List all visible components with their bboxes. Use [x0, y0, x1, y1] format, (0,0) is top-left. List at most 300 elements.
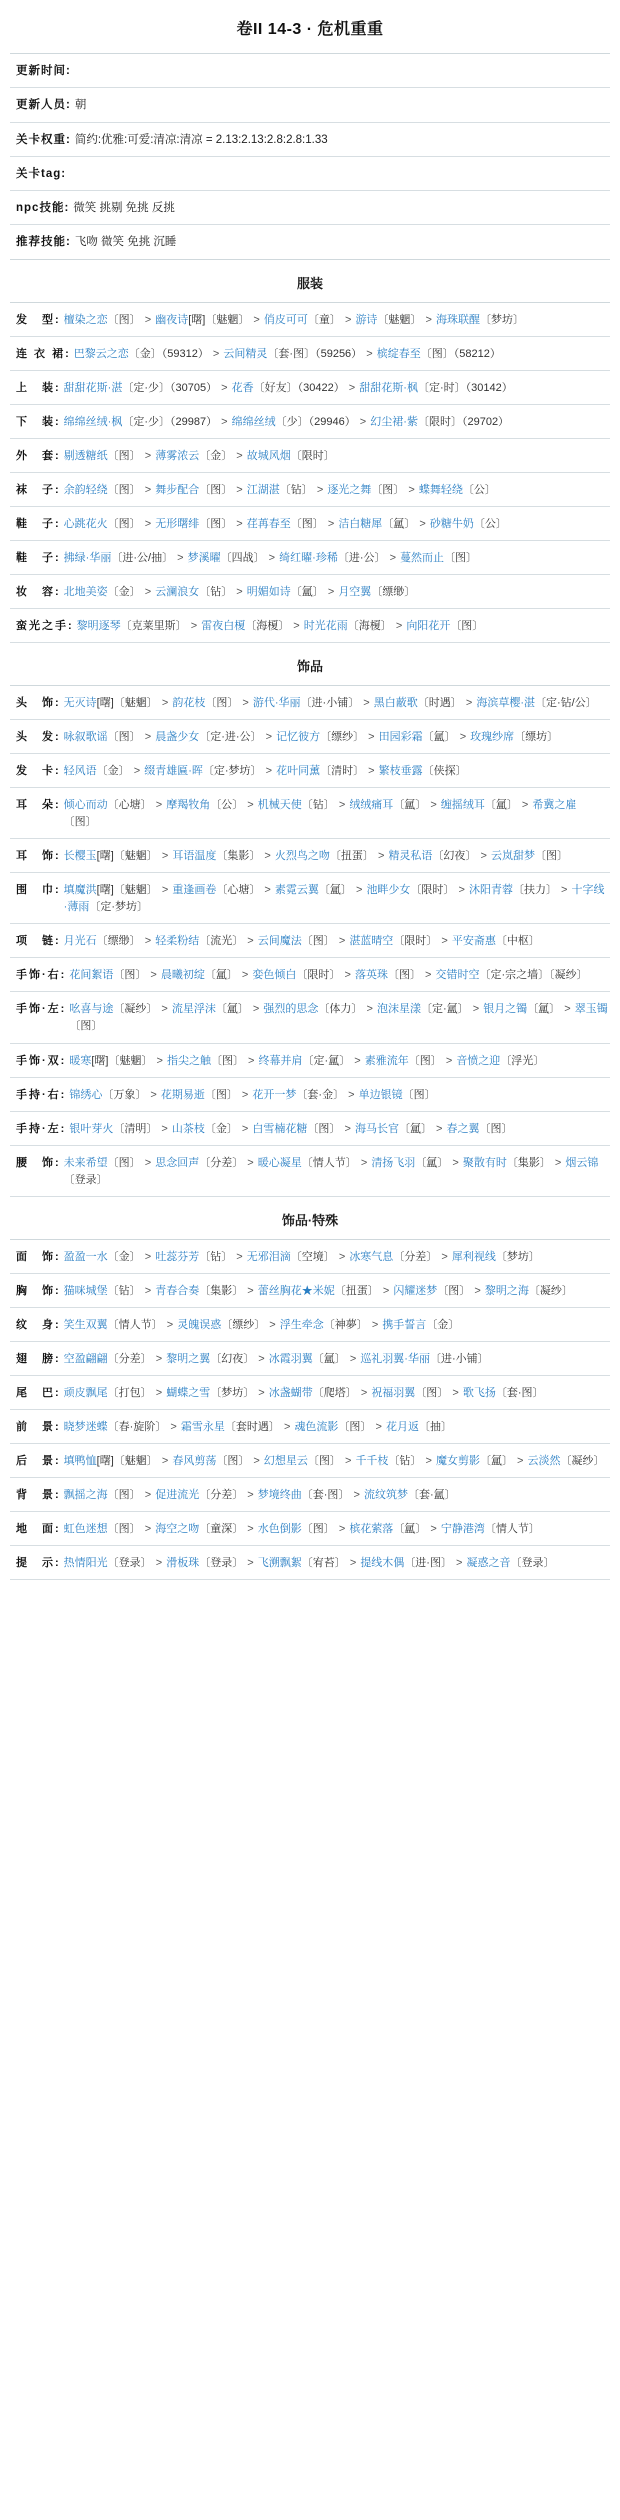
item-source-tag: 〔套·金〕 — [296, 1088, 345, 1101]
item-link[interactable]: 蝴蝶之雪 — [166, 1386, 211, 1399]
item-link[interactable]: 翠玉镯 — [574, 1003, 608, 1016]
divider — [10, 1196, 610, 1197]
chain-separator: > — [335, 799, 349, 812]
item-link[interactable]: 单边银镜 — [358, 1088, 403, 1101]
item-row-value — [64, 882, 608, 916]
item-link[interactable]: 明媚如诗 — [246, 585, 291, 598]
item-row-label: 围 巾: — [16, 884, 61, 897]
meta-label: 更新时间: — [16, 65, 71, 77]
item-link[interactable]: 湛蓝晴空 — [349, 935, 394, 948]
item-link[interactable]: 吐蕊芬芳 — [155, 1250, 200, 1263]
item-source-tag: 〔钻〕 — [199, 585, 233, 598]
item-link[interactable]: 黎明逐琴 — [76, 619, 121, 632]
item-link[interactable]: 晓梦迷蝶 — [63, 1421, 108, 1433]
item-link[interactable]: 携手誓言 — [382, 1318, 427, 1331]
item-source-tag: 〔限时〕（29702） — [417, 415, 510, 428]
item-link[interactable]: 精灵私语 — [388, 850, 433, 863]
item-link[interactable]: 晨盏少女 — [155, 731, 200, 744]
item-link[interactable]: 记忆彼方 — [276, 731, 321, 744]
item-source-tag: 〔定·氲〕 — [420, 1003, 469, 1016]
item-source-tag: 〔图〕 — [479, 1122, 513, 1135]
item-row-value — [64, 1487, 608, 1504]
item-link[interactable]: 无灭诗 — [63, 696, 97, 709]
item-link[interactable]: 游诗 — [355, 313, 378, 326]
item-link[interactable]: 北地美姿 — [63, 585, 108, 598]
item-link[interactable]: 海珠联醒 — [435, 313, 480, 326]
meta-row — [10, 197, 610, 220]
item-link[interactable]: 素霓云翼 — [274, 884, 319, 897]
item-row-value — [64, 414, 608, 431]
item-row — [10, 1382, 610, 1405]
item-link[interactable]: 魔女剪影 — [435, 1455, 480, 1468]
divider — [10, 1273, 610, 1274]
meta-row — [10, 129, 610, 152]
item-link[interactable]: 火烈鸟之吻 — [274, 850, 330, 863]
item-row-value — [64, 1317, 608, 1334]
item-source-tag: 〔钻〕 — [388, 1455, 422, 1468]
item-link[interactable]: 云间精灵 — [223, 347, 268, 360]
chain-separator: > — [244, 1284, 257, 1297]
item-link[interactable]: 烟云锦 — [565, 1156, 599, 1169]
item-row-value — [64, 1351, 608, 1368]
item-link[interactable]: 未来希望 — [63, 1156, 108, 1169]
item-link[interactable]: 宁静港湾 — [440, 1523, 485, 1536]
chain-separator: > — [341, 1455, 355, 1468]
item-row — [10, 343, 610, 366]
item-link[interactable]: 幻想星云 — [263, 1455, 308, 1468]
item-link[interactable]: 白雪楠花糖 — [252, 1122, 308, 1135]
item-link[interactable]: 音愤之迎 — [456, 1054, 501, 1067]
item-link[interactable]: 泡沫星漾 — [376, 1003, 421, 1016]
divider — [10, 1341, 610, 1342]
item-row-label: 上 装: — [16, 381, 61, 394]
chain-separator: > — [147, 1088, 160, 1101]
item-row — [10, 845, 610, 868]
item-link[interactable]: 落英珠 — [354, 969, 388, 982]
item-row — [10, 1050, 610, 1073]
item-link[interactable]: 素雅流年 — [364, 1054, 409, 1067]
item-source-tag: [曙]〔魅魍〕 — [96, 850, 158, 863]
divider — [10, 1307, 610, 1308]
item-source-tag: 〔图〕 — [301, 935, 335, 948]
item-link[interactable]: 绒绒痛耳 — [349, 799, 394, 812]
divider — [10, 608, 610, 609]
item-link[interactable]: 飞溯飘絮 — [257, 1557, 302, 1570]
chain-separator: > — [244, 1156, 257, 1169]
item-link[interactable]: 热情阳光 — [63, 1557, 108, 1570]
item-link[interactable]: 巡礼羽翼·华丽 — [360, 1352, 430, 1365]
chain-separator: > — [324, 517, 338, 530]
item-source-tag: 〔钻〕 — [279, 483, 313, 496]
chain-separator: > — [261, 850, 274, 863]
item-link[interactable]: 清扬飞羽 — [371, 1156, 416, 1169]
chain-separator: > — [374, 850, 388, 863]
item-link[interactable]: 雷夜白榎 — [201, 619, 246, 632]
item-link[interactable]: 云岚甜梦 — [490, 850, 535, 863]
item-link[interactable]: 月光石 — [63, 935, 97, 948]
meta-row — [10, 60, 610, 83]
item-link[interactable]: 飘摇之海 — [63, 1489, 108, 1502]
item-source-tag: [曙]〔魅魍〕 — [96, 696, 158, 709]
item-link[interactable]: 犀利视线 — [451, 1250, 496, 1263]
divider — [10, 1545, 610, 1546]
item-link[interactable]: 逐光之舞 — [327, 483, 372, 496]
divider — [10, 1375, 610, 1376]
item-link[interactable]: 填魔洪 — [63, 884, 97, 897]
item-row-value — [64, 763, 608, 780]
item-row — [10, 964, 610, 987]
divider — [10, 1409, 610, 1410]
item-source-tag: 〔套·图〕 — [495, 1386, 544, 1399]
chain-separator: > — [372, 1421, 385, 1433]
chain-separator: > — [147, 969, 160, 982]
item-row — [10, 1152, 610, 1192]
item-link[interactable]: 水色倒影 — [257, 1523, 302, 1536]
item-link[interactable]: 花开一梦 — [252, 1088, 297, 1101]
item-link[interactable]: 顽皮飘尾 — [63, 1386, 108, 1399]
item-row-label: 耳 朵: — [16, 799, 61, 812]
item-link[interactable]: 花间絮语 — [69, 969, 114, 982]
item-source-tag: 〔浮光〕 — [500, 1054, 545, 1067]
item-source-tag: 〔金〕 — [199, 449, 233, 462]
item-source-tag: 〔图〕 — [371, 483, 405, 496]
item-link[interactable]: 繁枝垂露 — [378, 765, 423, 778]
item-source-tag: 〔氲〕 — [415, 1156, 449, 1169]
item-link[interactable]: 聚散有时 — [462, 1156, 507, 1169]
chain-separator: > — [557, 884, 571, 897]
item-link[interactable]: 娈色倾白 — [252, 969, 297, 982]
chain-separator: > — [379, 1284, 393, 1297]
item-source-tag: 〔打包〕 — [107, 1386, 152, 1399]
item-source-tag: 〔抽〕 — [418, 1421, 452, 1433]
item-link[interactable]: 云澜浪女 — [155, 585, 200, 598]
item-link[interactable]: 黑白蔽歌 — [373, 696, 418, 709]
item-link[interactable]: 绵绵丝绒 — [231, 415, 276, 428]
item-link[interactable]: 心跳花火 — [63, 517, 108, 530]
item-row-value — [64, 584, 608, 601]
meta-row — [10, 231, 610, 254]
item-link[interactable]: 轻风语 — [63, 765, 97, 778]
item-source-tag: 〔图〕 — [534, 850, 568, 863]
chain-separator: > — [357, 1386, 371, 1399]
item-link[interactable]: 春之翼 — [446, 1122, 480, 1135]
chain-separator: > — [421, 969, 435, 982]
item-link[interactable]: 银月之镯 — [483, 1003, 528, 1016]
item-source-tag: 〔四战〕 — [220, 551, 265, 564]
item-link[interactable]: 黎明之海 — [484, 1284, 529, 1297]
item-link[interactable]: 拂绿·华丽 — [63, 551, 112, 564]
section-heading: 服装 — [296, 275, 323, 291]
item-link[interactable]: 幻尘裙·紫 — [370, 415, 418, 428]
item-link[interactable]: 凝惑之音 — [466, 1557, 511, 1570]
item-link[interactable]: 猫咪城堡 — [63, 1284, 108, 1297]
item-link[interactable]: 梦溪曜 — [187, 551, 221, 564]
item-link[interactable]: 交错时空 — [435, 969, 480, 982]
chain-separator: > — [233, 1250, 246, 1263]
item-link[interactable]: 缀青雄匾·晖 — [144, 765, 203, 778]
item-row-value — [64, 695, 608, 712]
item-source-tag: 〔图〕 — [387, 969, 421, 982]
item-source-tag: 〔图〕 — [211, 1054, 244, 1067]
item-link[interactable]: 闪耀迷梦 — [393, 1284, 438, 1297]
item-source-tag: 〔氲〕 — [393, 799, 427, 812]
item-link[interactable]: 冰寒气息 — [349, 1250, 394, 1263]
chain-separator: > — [356, 415, 370, 428]
item-source-tag: 〔氲〕 — [527, 1003, 561, 1016]
item-link[interactable]: 锦绣心 — [69, 1088, 103, 1101]
item-link[interactable]: 海滨草樱·湛 — [476, 696, 535, 709]
item-link[interactable]: 向阳花开 — [406, 619, 451, 632]
divider — [10, 1579, 610, 1580]
item-link[interactable]: 绮红曜·珍稀 — [279, 551, 338, 564]
item-source-tag: 〔图〕 — [204, 1088, 238, 1101]
chain-separator: > — [250, 313, 263, 326]
divider — [10, 991, 610, 992]
item-link[interactable]: 霜雪永星 — [180, 1421, 225, 1433]
item-link[interactable]: 青春合奏 — [155, 1284, 200, 1297]
item-source-tag: 〔体力〕 — [318, 1003, 363, 1016]
divider — [10, 156, 610, 157]
item-link[interactable]: 沐阳青蓉 — [468, 884, 513, 897]
item-row-label: 手饰·右: — [16, 969, 67, 982]
item-link[interactable]: 韵花枝 — [172, 696, 206, 709]
chain-separator: > — [345, 381, 359, 394]
item-source-tag: 〔缥坊〕 — [514, 731, 559, 744]
meta-value: 飞吻 微笑 免挑 沉睡 — [74, 236, 177, 249]
item-row-label: 头 发: — [16, 731, 61, 744]
item-link[interactable]: 槟花萦落 — [349, 1523, 394, 1536]
item-link[interactable]: 暖寒 — [69, 1054, 92, 1067]
chain-separator: > — [141, 1284, 155, 1297]
item-link[interactable]: 轻柔粉结 — [155, 935, 200, 948]
item-link[interactable]: 歌飞扬 — [462, 1386, 496, 1399]
item-link[interactable]: 蝶舞轻绕 — [418, 483, 463, 496]
item-link[interactable]: 薄雾浓云 — [155, 449, 200, 462]
item-row-value — [69, 1121, 608, 1138]
chain-separator: > — [141, 313, 155, 326]
item-link[interactable]: 花月返 — [385, 1421, 419, 1433]
item-link[interactable]: 绵绵丝绒·枫 — [63, 415, 123, 428]
item-source-tag: 〔克莱里斯〕 — [120, 619, 187, 632]
item-source-tag: 〔金〕（59312） — [128, 347, 209, 360]
item-link[interactable]: 玫瑰纱席 — [470, 731, 515, 744]
chain-separator: > — [262, 765, 276, 778]
item-link[interactable]: 指尖之触 — [167, 1054, 211, 1067]
item-row — [10, 1416, 610, 1439]
divider — [10, 1239, 610, 1240]
chain-separator: > — [442, 1054, 456, 1067]
item-link[interactable]: 花香 — [231, 381, 254, 394]
item-link[interactable]: 魂色流影 — [294, 1421, 339, 1433]
item-link[interactable]: 云间魔法 — [257, 935, 302, 948]
item-source-tag: 〔图〕 — [437, 1284, 471, 1297]
item-source-tag: 〔氲〕 — [382, 517, 416, 530]
item-source-tag: [曙]〔魅魍〕 — [96, 1455, 158, 1468]
item-link[interactable]: 冰霞羽翼 — [268, 1352, 313, 1365]
chain-separator: > — [427, 1523, 440, 1536]
item-row — [10, 581, 610, 604]
item-link[interactable]: 俏皮可可 — [263, 313, 308, 326]
item-link[interactable]: 剔透糖纸 — [63, 449, 108, 462]
item-source-tag: 〔图〕 — [113, 969, 147, 982]
item-source-tag: 〔海榎〕 — [245, 619, 290, 632]
item-link[interactable]: 海马长官 — [354, 1122, 399, 1135]
item-source-tag: 〔分差〕 — [199, 1156, 244, 1169]
item-link[interactable]: 笑生双翼 — [63, 1318, 108, 1331]
item-link[interactable]: 海空之吻 — [155, 1523, 200, 1536]
chain-separator: > — [335, 1523, 349, 1536]
item-link[interactable]: 银叶芽火 — [69, 1122, 114, 1135]
item-link[interactable]: 十字线·薄雨 — [63, 884, 605, 914]
item-link[interactable]: 幽夜诗 — [155, 313, 189, 326]
item-link[interactable]: 浮生牵念 — [279, 1318, 324, 1331]
item-row — [10, 1518, 610, 1541]
item-link[interactable]: 余韵轻绕 — [63, 483, 108, 496]
chain-separator: > — [249, 1003, 263, 1016]
item-link[interactable]: 倾心而动 — [63, 799, 108, 812]
item-link[interactable]: 重逢画卷 — [172, 884, 217, 897]
item-link[interactable]: 盈盈一水 — [63, 1250, 108, 1263]
chain-separator: > — [218, 415, 231, 428]
item-source-tag: 〔氲〕 — [318, 884, 352, 897]
item-source-tag: 〔套·图〕（59256） — [267, 347, 363, 360]
meta-value: 简约:优雅:可爱:清凉:清凉 = 2.13:2.13:2.8:2.8:1.33 — [74, 133, 328, 146]
item-source-tag: 〔凝纱〕 — [560, 1455, 605, 1468]
chain-separator: > — [471, 1284, 484, 1297]
item-source-tag: 〔定·进·公〕 — [199, 731, 262, 744]
item-link[interactable]: 机械天使 — [257, 799, 302, 812]
chain-separator: > — [262, 731, 276, 744]
section-heading: 饰品 — [296, 658, 323, 674]
item-link[interactable]: 咏叙歌谣 — [63, 731, 108, 744]
item-link[interactable]: 思念回声 — [155, 1156, 200, 1169]
item-row — [10, 309, 610, 332]
item-source-tag: 〔图〕（58212） — [420, 347, 501, 360]
chain-separator: > — [233, 517, 246, 530]
item-link[interactable]: 故城风烟 — [246, 449, 291, 462]
item-link[interactable]: 砂糖牛奶 — [429, 517, 474, 530]
item-row-label: 发 卡: — [16, 765, 61, 778]
item-link[interactable]: 促进流光 — [155, 1489, 200, 1502]
item-link[interactable]: 甜甜花斯·枫 — [359, 381, 418, 394]
item-link[interactable]: 晨曦初绽 — [160, 969, 205, 982]
item-row-value — [64, 1521, 608, 1538]
item-link[interactable]: 荏苒春至 — [246, 517, 291, 530]
item-source-tag: 〔氲〕 — [393, 1523, 427, 1536]
item-link[interactable]: 千千枝 — [355, 1455, 389, 1468]
chain-separator: > — [158, 850, 172, 863]
chain-separator: > — [244, 1523, 257, 1536]
divider — [10, 472, 610, 473]
item-source-tag: 〔侠探〕 — [422, 765, 467, 778]
item-link[interactable]: 春风剪荡 — [172, 1455, 217, 1468]
item-link[interactable]: 梦境终曲 — [257, 1489, 302, 1502]
item-link[interactable]: 蕾丝胸花★米妮 — [257, 1284, 335, 1297]
item-source-tag: 〔情人节〕 — [484, 1523, 540, 1536]
item-link[interactable]: 滑板珠 — [166, 1557, 200, 1570]
divider — [10, 574, 610, 575]
item-link[interactable]: 山茶枝 — [171, 1122, 205, 1135]
item-source-tag: 〔神夢〕 — [323, 1318, 368, 1331]
item-link[interactable]: 月空翼 — [338, 585, 372, 598]
chain-separator: > — [561, 1003, 574, 1016]
item-link[interactable]: 黎明之翼 — [166, 1352, 211, 1365]
chain-separator: > — [513, 1455, 527, 1468]
item-link[interactable]: 时光花雨 — [303, 619, 348, 632]
item-source-tag: 〔幻夜〕 — [432, 850, 477, 863]
item-link[interactable]: 祝福羽翼 — [371, 1386, 416, 1399]
item-link[interactable]: 无邪泪滴 — [246, 1250, 291, 1263]
item-link[interactable]: 檀染之恋 — [63, 313, 108, 326]
item-link[interactable]: 流星浮沫 — [171, 1003, 216, 1016]
item-source-tag: 〔金〕 — [96, 765, 130, 778]
item-link[interactable]: 终幕并肩 — [258, 1054, 303, 1067]
meta-block — [10, 60, 610, 255]
item-link[interactable]: 游代·华丽 — [252, 696, 301, 709]
item-link[interactable]: 巴黎云之恋 — [73, 347, 129, 360]
item-source-tag: 〔氲〕 — [484, 799, 518, 812]
item-link[interactable]: 长樱玉 — [63, 850, 97, 863]
item-link[interactable]: 摩羯牧角 — [166, 799, 211, 812]
item-link[interactable]: 池畔少女 — [366, 884, 411, 897]
item-link[interactable]: 江湖湛 — [246, 483, 280, 496]
divider — [10, 787, 610, 788]
chain-separator: > — [152, 1386, 166, 1399]
item-row — [10, 1280, 610, 1303]
item-link[interactable]: 无形曙绯 — [155, 517, 200, 530]
item-source-tag: 〔进·小铺〕 — [429, 1352, 489, 1365]
item-link[interactable]: 花期易逝 — [160, 1088, 205, 1101]
item-link[interactable]: 虹色迷想 — [63, 1523, 108, 1536]
item-link[interactable]: 缠摇绒耳 — [440, 799, 485, 812]
item-link[interactable]: 希冀之雇 — [532, 799, 577, 812]
chain-separator: > — [238, 969, 252, 982]
meta-value: 朝 — [74, 99, 87, 112]
item-link[interactable]: 空盈翩翩 — [63, 1352, 108, 1365]
item-link[interactable]: 槟绽春至 — [376, 347, 421, 360]
item-link[interactable]: 填鸭恤 — [63, 1455, 97, 1468]
chain-separator: > — [324, 585, 338, 598]
item-link[interactable]: 云淡然 — [527, 1455, 561, 1468]
divider — [10, 719, 610, 720]
item-row-value — [64, 312, 608, 329]
item-source-tag: 〔分差〕 — [107, 1352, 152, 1365]
item-link[interactable]: 提线木偶 — [360, 1557, 405, 1570]
item-link[interactable]: 田园彩霜 — [378, 731, 423, 744]
item-link[interactable]: 强烈的思念 — [263, 1003, 319, 1016]
meta-value: 微笑 挑剔 免挑 反挑 — [73, 202, 175, 214]
item-link[interactable]: 耳语温度 — [172, 850, 217, 863]
divider — [10, 404, 610, 405]
item-link[interactable]: 吆喜与途 — [69, 1003, 114, 1016]
item-link[interactable]: 平安斋惠 — [451, 935, 496, 948]
item-link[interactable]: 甜甜花斯·湛 — [63, 381, 123, 394]
chain-separator: > — [363, 1003, 376, 1016]
chain-separator: > — [238, 1088, 252, 1101]
item-source-tag: 〔图〕 — [69, 1020, 103, 1033]
item-link[interactable]: 灵魄误惑 — [177, 1318, 222, 1331]
item-row-label: 腰 饰: — [16, 1156, 61, 1169]
item-link[interactable]: 蔓然而止 — [400, 551, 445, 564]
item-link[interactable]: 花叶同薰 — [276, 765, 321, 778]
item-link[interactable]: 舞步配合 — [155, 483, 200, 496]
item-source-tag: 〔魅魍〕 — [377, 313, 422, 326]
item-link[interactable]: 冰盏蝴带 — [268, 1386, 313, 1399]
item-link[interactable]: 暖心凝星 — [257, 1156, 302, 1169]
item-link[interactable]: 洁白糖犀 — [338, 517, 383, 530]
chain-separator: > — [233, 585, 246, 598]
item-link[interactable]: 流纹筑梦 — [363, 1489, 408, 1502]
